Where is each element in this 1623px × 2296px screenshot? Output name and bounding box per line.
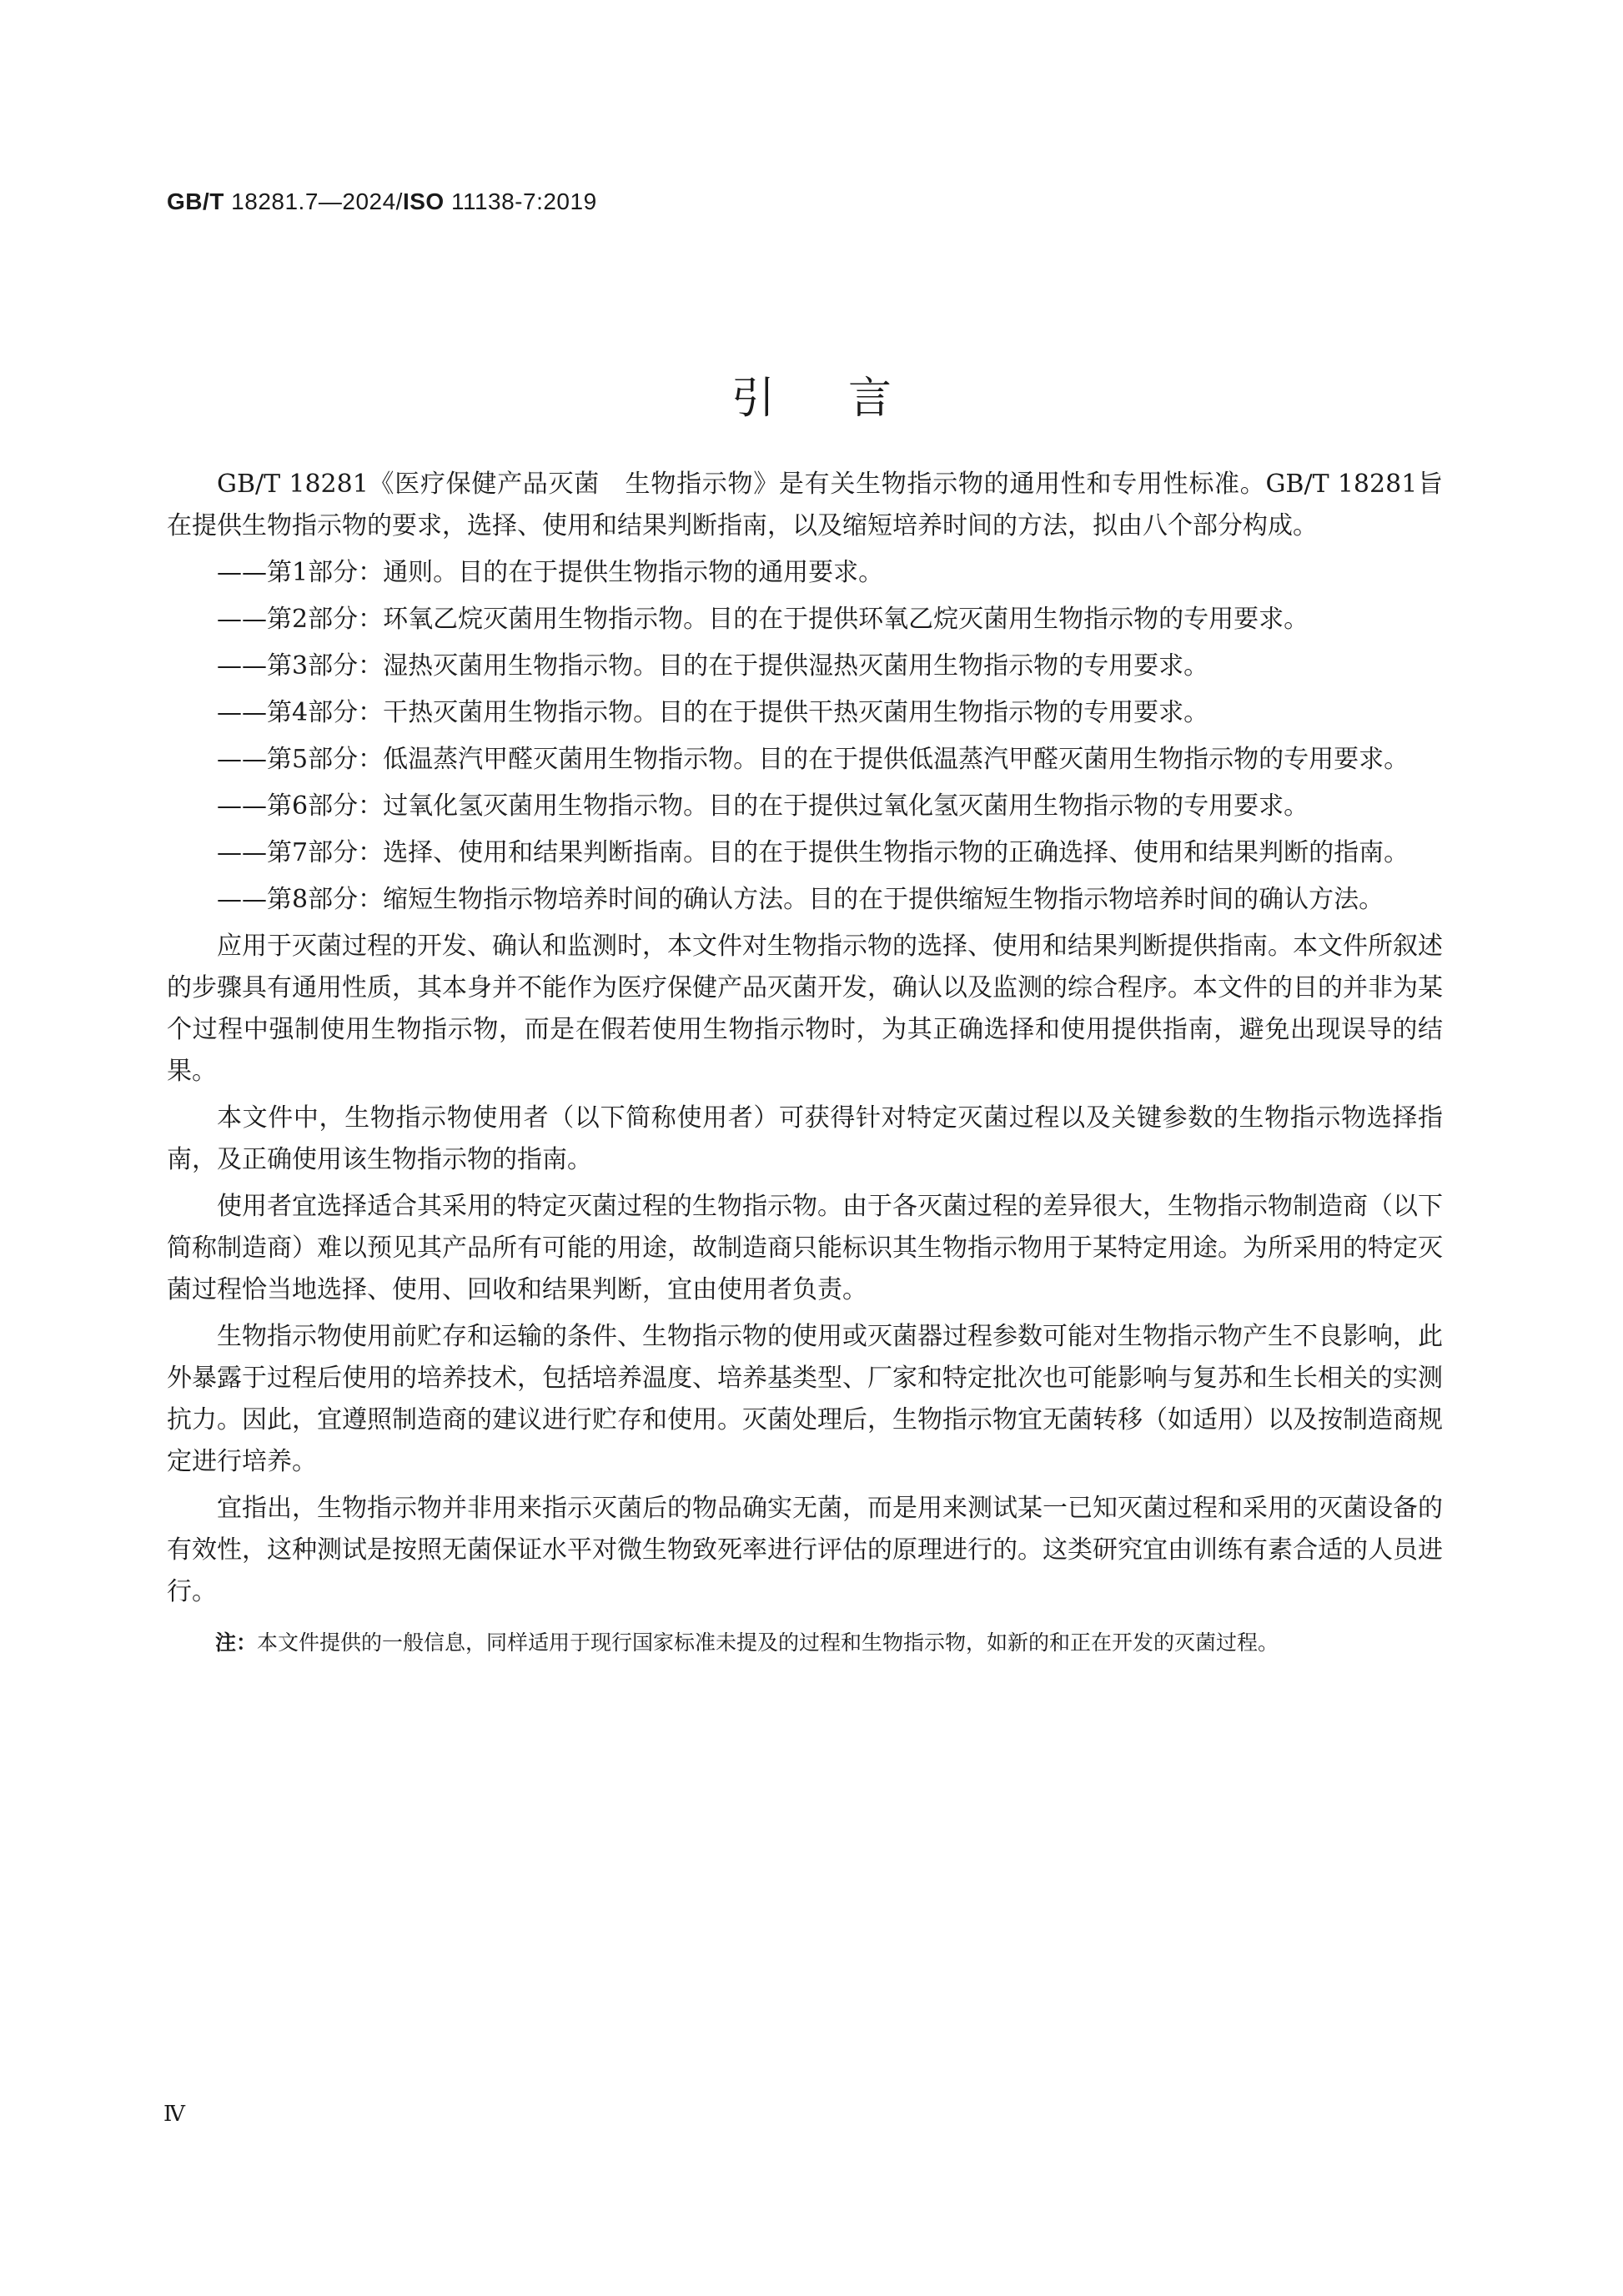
body-paragraph-5: 宜指出，生物指示物并非用来指示灭菌后的物品确实无菌，而是用来测试某一已知灭菌过程和采用的灭菌设备的有效性，这种测试是按照无菌保证水平对微生物致死率进行评估的原理进行的。这类研究宜由训练有素合适的人员进行。: [167, 1494, 1443, 1606]
parts-list: [167, 552, 1443, 921]
iso-code: ISO: [402, 188, 445, 214]
part-item-2: ——第2部分：环氧乙烷灭菌用生物指示物。目的在于提供环氧乙烷灭菌用生物指示物的专用要求。: [217, 605, 1309, 634]
introduction-body: [167, 464, 1443, 1661]
part-item-4: ——第4部分：干热灭菌用生物指示物。目的在于提供干热灭菌用生物指示物的专用要求。: [217, 698, 1209, 727]
part-item-6: ——第6部分：过氧化氢灭菌用生物指示物。目的在于提供过氧化氢灭菌用生物指示物的专用要求。: [217, 791, 1309, 821]
part-item-3: ——第3部分：湿热灭菌用生物指示物。目的在于提供湿热灭菌用生物指示物的专用要求。: [217, 651, 1209, 681]
iso-number: 11138-7:2019: [450, 188, 597, 214]
std-code: GB/T: [167, 188, 224, 214]
body-paragraph-1: 应用于灭菌过程的开发、确认和监测时，本文件对生物指示物的选择、使用和结果判断提供指南。本文件所叙述的步骤具有通用性质，其本身并不能作为医疗保健产品灭菌开发，确认以及监测的综合程序。本文件的目的并非为某个过程中强制使用生物指示物，而是在假若使用生物指示物时，为其正确选择和使用提供指南，避免出现误导的结果。: [167, 932, 1443, 1086]
part-item-7: ——第7部分：选择、使用和结果判断指南。目的在于提供生物指示物的正确选择、使用和结果判断的指南。: [217, 838, 1409, 867]
body-paragraph-2: 本文件中，生物指示物使用者（以下简称使用者）可获得针对特定灭菌过程以及关键参数的生物指示物选择指南，及正确使用该生物指示物的指南。: [167, 1103, 1443, 1174]
document-header: [167, 188, 597, 215]
page-number: Ⅳ: [163, 2102, 185, 2127]
part-item-1: ——第1部分：通则。目的在于提供生物指示物的通用要求。: [217, 558, 884, 587]
note-label: 注：: [215, 1630, 258, 1655]
note: [167, 1625, 1443, 1661]
intro-paragraph: GB/T 18281《医疗保健产品灭菌 生物指示物》是有关生物指示物的通用性和专用性标准。GB/T 18281旨在提供生物指示物的要求，选择、使用和结果判断指南，以及缩短培养时间的方法，拟由八个部分构成。: [167, 470, 1443, 540]
std-number: 18281.7—2024/: [231, 188, 403, 214]
body-paragraph-4: 生物指示物使用前贮存和运输的条件、生物指示物的使用或灭菌器过程参数可能对生物指示物产生不良影响，此外暴露于过程后使用的培养技术，包括培养温度、培养基类型、厂家和特定批次也可能影响与复苏和生长相关的实测抗力。因此，宜遵照制造商的建议进行贮存和使用。灭菌处理后，生物指示物宜无菌转移（如适用）以及按制造商规定进行培养。: [167, 1322, 1443, 1476]
part-item-5: ——第5部分：低温蒸汽甲醛灭菌用生物指示物。目的在于提供低温蒸汽甲醛灭菌用生物指示物的专用要求。: [217, 745, 1409, 774]
body-paragraph-3: 使用者宜选择适合其采用的特定灭菌过程的生物指示物。由于各灭菌过程的差异很大，生物指示物制造商（以下简称制造商）难以预见其产品所有可能的用途，故制造商只能标识其生物指示物用于某特定用途。为所采用的特定灭菌过程恰当地选择、使用、回收和结果判断，宜由使用者负责。: [167, 1192, 1443, 1304]
page-title: 引言: [731, 373, 965, 424]
note-text: 本文件提供的一般信息，同样适用于现行国家标准未提及的过程和生物指示物，如新的和正在开发的灭菌过程。: [257, 1630, 1279, 1655]
part-item-8: ——第8部分：缩短生物指示物培养时间的确认方法。目的在于提供缩短生物指示物培养时间的确认方法。: [217, 885, 1384, 914]
